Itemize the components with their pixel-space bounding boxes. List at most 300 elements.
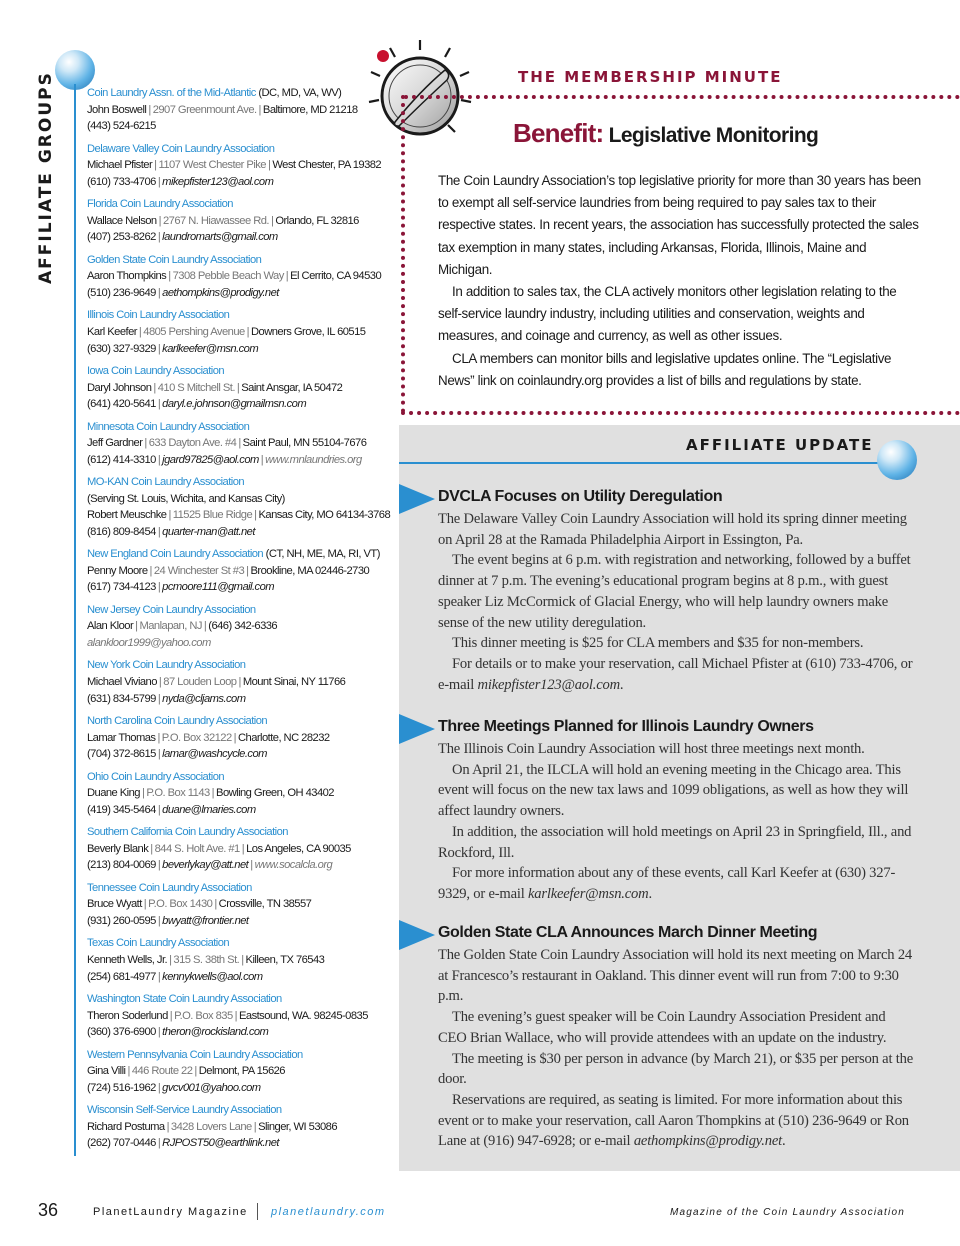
- group-line: [87, 1008, 387, 1025]
- article-body: [438, 945, 916, 1152]
- group-city: Baltimore, MD 21218: [262, 103, 358, 116]
- group-address: 3428 Lovers Lane: [170, 1120, 252, 1133]
- magazine-url[interactable]: planetlaundry.com: [271, 1206, 386, 1218]
- affiliate-groups-list: [87, 85, 391, 1158]
- group-address: Manlapan, NJ: [139, 620, 202, 633]
- separator: |: [267, 159, 271, 172]
- group-line: [87, 341, 387, 358]
- group-email[interactable]: quarter-man@att.net: [162, 525, 255, 538]
- group-address: 24 Winchester St #3: [153, 564, 245, 577]
- group-address: P.O. Box 1143: [146, 787, 210, 800]
- magazine-name: PlanetLaundry Magazine: [93, 1206, 248, 1218]
- separator: |: [127, 1065, 130, 1078]
- separator: |: [254, 509, 257, 522]
- separator: |: [157, 1137, 161, 1150]
- group-email[interactable]: karlkeefer@msn.com: [162, 342, 259, 355]
- group-city: (646) 342-6336: [208, 620, 278, 633]
- article-text: .: [648, 885, 652, 902]
- group-phone: (931) 260-0595: [87, 914, 156, 927]
- group-name[interactable]: Southern California Coin Laundry Association: [87, 826, 288, 839]
- affiliate-group: [87, 546, 387, 602]
- group-phone: (213) 804-0069: [87, 859, 156, 872]
- group-website[interactable]: www.mnlaundries.org: [265, 453, 362, 466]
- group-line: [87, 491, 387, 508]
- separator: |: [144, 437, 147, 450]
- group-name[interactable]: Western Pennsylvania Coin Laundry Association: [87, 1048, 303, 1061]
- group-line: [87, 396, 387, 413]
- group-address: 2767 N. Hiawassee Rd.: [162, 214, 269, 227]
- article-text: For more information about any of these events, call Karl Keefer at (630) 327-9329, or e-mail: [438, 865, 896, 902]
- separator: |: [157, 231, 161, 244]
- group-name[interactable]: Delaware Valley Coin Laundry Association: [87, 142, 275, 155]
- group-heading: [87, 474, 387, 491]
- group-line: [87, 913, 387, 930]
- group-city: Saint Ansgar, IA 50472: [241, 381, 343, 394]
- group-city: Mount Sinai, NY 11766: [242, 675, 346, 688]
- article-headline: DVCLA Focuses on Utility Deregulation: [438, 488, 723, 505]
- group-phone: (704) 372-8615: [87, 748, 156, 761]
- group-line: [87, 952, 387, 969]
- group-name[interactable]: Ohio Coin Laundry Association: [87, 770, 225, 783]
- group-address: 315 S. 38th St.: [173, 953, 240, 966]
- group-line: [87, 618, 387, 635]
- separator: |: [150, 842, 153, 855]
- separator: |: [168, 509, 171, 522]
- separator: |: [157, 748, 161, 761]
- group-email[interactable]: theron@rockisland.com: [162, 1026, 269, 1039]
- article-email[interactable]: karlkeefer@msn.com: [528, 885, 649, 902]
- group-phone: (407) 253-8262: [87, 231, 156, 244]
- group-heading: [87, 546, 387, 563]
- separator: |: [141, 787, 145, 800]
- affiliate-group: [87, 307, 387, 363]
- group-email[interactable]: gvcv001@yahoo.com: [162, 1081, 261, 1094]
- group-phone: (612) 414-3310: [87, 453, 156, 466]
- group-website[interactable]: www.socalcla.org: [254, 859, 333, 872]
- group-name[interactable]: North Carolina Coin Laundry Association: [87, 714, 268, 727]
- affiliate-group: [87, 419, 387, 475]
- dial-knob-icon: [365, 36, 475, 146]
- group-address: 87 Louden Loop: [163, 675, 237, 688]
- group-email[interactable]: kennykwells@aol.com: [162, 970, 263, 983]
- group-line: [87, 213, 387, 230]
- group-contact: Michael Viviano: [87, 675, 157, 688]
- group-heading: [87, 880, 387, 897]
- membership-title: [513, 118, 818, 149]
- group-address: 7308 Pebble Beach Way: [172, 270, 284, 283]
- article-text: .: [781, 1133, 786, 1150]
- group-email[interactable]: lamar@washcycle.com: [162, 748, 267, 761]
- group-heading: [87, 935, 387, 952]
- group-line: [87, 635, 387, 652]
- group-heading: [87, 657, 387, 674]
- affiliate-update-ball-icon: [877, 440, 917, 480]
- article-paragraph: In addition, the association will hold meetings on April 23 in Springfield, Ill., and Rockford, Ill.: [438, 823, 912, 861]
- separator: |: [153, 381, 156, 394]
- article-paragraph: The Delaware Valley Coin Laundry Association will hold its spring dinner meeting on April 28 at the Ramada Philadelphia Airport in Essington, Pa.: [438, 511, 907, 548]
- group-city: Crossville, TN 38557: [218, 898, 312, 911]
- affiliate-group: [87, 657, 387, 713]
- separator: |: [154, 159, 157, 172]
- separator: |: [194, 1065, 197, 1078]
- dotted-rule: [404, 95, 960, 99]
- membership-minute-header: THE MEMBERSHIP MINUTE: [518, 68, 783, 86]
- group-phone: (262) 707-0446: [87, 1137, 156, 1150]
- separator: |: [157, 692, 161, 705]
- group-phone: (630) 327-9329: [87, 342, 156, 355]
- separator: |: [236, 381, 240, 394]
- group-heading: [87, 419, 387, 436]
- group-email[interactable]: daryl.e.johnson@gmailmsn.com: [162, 398, 307, 411]
- affiliate-group: [87, 880, 387, 936]
- group-address: 844 S. Holt Ave. #1: [154, 842, 240, 855]
- article-paragraph: [438, 863, 916, 904]
- group-email[interactable]: jgard97825@aol.com: [162, 453, 259, 466]
- page-number: 36: [38, 1200, 59, 1220]
- group-email[interactable]: pcmoore111@gmail.com: [162, 581, 275, 594]
- separator: |: [157, 581, 161, 594]
- group-name[interactable]: New England Coin Laundry Association: [87, 548, 264, 561]
- separator: |: [148, 103, 151, 116]
- separator: |: [157, 1081, 161, 1094]
- group-email[interactable]: duane@lmaries.com: [162, 803, 256, 816]
- affiliate-update-header: AFFILIATE UPDATE: [686, 436, 874, 454]
- group-name[interactable]: Iowa Coin Laundry Association: [87, 364, 225, 377]
- separator: |: [168, 270, 171, 283]
- group-line: [87, 435, 387, 452]
- group-heading: [87, 769, 387, 786]
- affiliate-group: [87, 935, 387, 991]
- group-phone: (254) 681-4977: [87, 970, 156, 983]
- affiliate-group: [87, 1047, 387, 1103]
- magazine-tagline: Magazine of the Coin Laundry Association: [670, 1207, 905, 1218]
- separator: |: [157, 525, 161, 538]
- group-address: 4805 Pershing Avenue: [143, 325, 245, 338]
- separator: |: [203, 620, 207, 633]
- group-heading: [87, 1102, 387, 1119]
- group-contact: Wallace Nelson: [87, 214, 157, 227]
- group-city: Los Angeles, CA 90035: [246, 842, 351, 855]
- group-address: 2907 Greenmount Ave.: [152, 103, 257, 116]
- separator: |: [169, 953, 172, 966]
- group-line: [87, 380, 387, 397]
- group-line: [87, 785, 387, 802]
- group-states: (DC, MD, VA, WV): [255, 87, 342, 99]
- group-contact: Beverly Blank: [87, 842, 149, 855]
- article-paragraph: [438, 1090, 916, 1152]
- group-contact: Aaron Thompkins: [87, 270, 167, 283]
- article-headline: Golden State CLA Announces March Dinner Meeting: [438, 924, 818, 941]
- separator: |: [241, 842, 245, 855]
- separator: |: [157, 970, 161, 983]
- affiliate-group: [87, 474, 391, 546]
- arrow-right-icon: [399, 920, 435, 950]
- group-name[interactable]: Illinois Coin Laundry Association: [87, 309, 230, 322]
- separator: |: [246, 564, 249, 577]
- group-city: Brookline, MA 02446-2730: [250, 564, 370, 577]
- group-line: [87, 102, 387, 119]
- group-line: [87, 674, 387, 691]
- group-phone: (631) 834-5799: [87, 692, 156, 705]
- separator: |: [238, 675, 241, 688]
- affiliate-group: [87, 252, 387, 308]
- group-email[interactable]: RJPOST50@earthlink.net: [162, 1137, 279, 1150]
- group-city: Kansas City, MO 64134-3768: [258, 509, 391, 522]
- separator: |: [158, 675, 162, 688]
- group-line: [87, 841, 387, 858]
- group-heading: [87, 824, 387, 841]
- group-line: [87, 285, 387, 302]
- group-email[interactable]: alankloor1999@yahoo.com: [87, 636, 211, 649]
- group-line: [87, 268, 387, 285]
- separator: |: [166, 1120, 169, 1133]
- group-line: [87, 896, 387, 913]
- group-name[interactable]: Coin Laundry Assn. of the Mid-Atlantic: [87, 87, 256, 99]
- group-phone: (724) 516-1962: [87, 1081, 156, 1094]
- group-heading: [87, 602, 387, 619]
- group-line: [87, 857, 387, 874]
- group-served-area: (Serving St. Louis, Wichita, and Kansas City): [87, 492, 285, 505]
- group-name[interactable]: Tennessee Coin Laundry Association: [87, 881, 252, 894]
- group-phone: (510) 236-9649: [87, 286, 156, 299]
- membership-paragraph: In addition to sales tax, the CLA actively monitors other legislation relating to the self-service laundry industry, including utilities and conservation, weights and measures, and coinage and currency, as well as other issues.: [438, 284, 897, 344]
- affiliate-update-rule: [399, 462, 889, 464]
- membership-title-rest: Legislative Monitoring: [603, 124, 819, 147]
- group-email[interactable]: bwyatt@frontier.net: [162, 914, 249, 927]
- group-line: [87, 118, 387, 135]
- separator: |: [250, 859, 253, 872]
- group-name[interactable]: MO-KAN Coin Laundry Association: [87, 476, 245, 489]
- separator: |: [157, 859, 161, 872]
- article-paragraph: The Golden State Coin Laundry Association will hold its next meeting on March 24 at Francesco’s restaurant in Oakland. This dinner event will run from 7:00 to 9:30 p.m.: [438, 947, 913, 1005]
- group-line: [87, 324, 387, 341]
- group-contact: Daryl Johnson: [87, 381, 152, 394]
- group-contact: Alan Kloor: [87, 620, 134, 633]
- group-contact: Duane King: [87, 787, 140, 800]
- article-paragraph: The event begins at 6 p.m. with registration and networking, followed by a buffet dinner at 7 p.m. The evening’s educational program begins at 8 p.m., with guest speaker Liz McCormick of Glacial Energy, who will help laundry owners make sense of the new utility deregulation.: [438, 552, 911, 631]
- group-email[interactable]: aethompkins@prodigy.net: [162, 286, 279, 299]
- group-city: Slinger, WI 53086: [258, 1120, 338, 1133]
- separator: |: [135, 620, 138, 633]
- group-heading: [87, 991, 387, 1008]
- group-address: P.O. Box 835: [174, 1009, 233, 1022]
- group-address: P.O. Box 32122: [161, 731, 232, 744]
- group-line: [87, 1119, 387, 1136]
- membership-paragraph: The Coin Laundry Association’s top legislative priority for more than 30 years has been to exempt all self-service laundries from being required to pay sales tax to their respective states. In recent years, the association has successfully protected the sales tax exemption in many states, including Arkansas, Florida, Illinois, Maine and Michigan.: [438, 173, 921, 277]
- group-heading: [87, 713, 387, 730]
- group-line: [87, 969, 387, 986]
- group-name[interactable]: Texas Coin Laundry Association: [87, 937, 230, 950]
- group-line: [87, 746, 387, 763]
- group-line: [87, 579, 387, 596]
- group-heading: [87, 1047, 387, 1064]
- group-line: [87, 229, 387, 246]
- footer-divider: [257, 1203, 258, 1220]
- separator: |: [233, 731, 236, 744]
- group-line: [87, 507, 391, 524]
- separator: |: [138, 325, 142, 338]
- affiliate-group: [87, 141, 387, 197]
- separator: |: [157, 398, 161, 411]
- group-city: Orlando, FL 32816: [275, 214, 359, 227]
- article-paragraph: This dinner meeting is $25 for CLA members and $35 for non-members.: [452, 635, 864, 652]
- affiliate-group: [87, 363, 387, 419]
- separator: |: [260, 453, 264, 466]
- group-contact: Gina Villi: [87, 1065, 126, 1078]
- group-city: West Chester, PA 19382: [272, 159, 382, 172]
- group-line: [87, 1135, 387, 1152]
- separator: |: [157, 175, 161, 188]
- separator: |: [157, 286, 161, 299]
- dotted-rule: [401, 95, 405, 413]
- group-name[interactable]: New Jersey Coin Laundry Association: [87, 603, 256, 616]
- article-paragraph: On April 21, the ILCLA will hold an evening meeting in the Chicago area. This event will focus on the new tax laws and 1099 obligations, as well as how they will affect laundry owners.: [438, 761, 909, 820]
- affiliate-group: [87, 991, 387, 1047]
- group-city: Downers Grove, IL 60515: [251, 325, 366, 338]
- group-address: 633 Dayton Ave. #4: [148, 437, 237, 450]
- group-phone: (419) 345-5464: [87, 803, 156, 816]
- article-email[interactable]: mikepfister123@aol.com: [477, 676, 620, 693]
- article-text: Reservations are required, as seating is limited. For more information about this event or to make your reservation, call Aaron Thompkins at (510) 236-9649 or Ron Lane at (916) 947-6928; or e-mail: [438, 1091, 909, 1150]
- separator: |: [157, 731, 160, 744]
- dotted-rule: [401, 411, 960, 415]
- membership-paragraph: CLA members can monitor bills and legislative updates online. The “Legislative News” link on coinlaundry.org provides a list of bills and regulations by state.: [438, 350, 892, 388]
- separator: |: [143, 898, 147, 911]
- group-phone: (443) 524-6215: [87, 120, 156, 133]
- group-line: [87, 524, 387, 541]
- membership-body: [438, 170, 923, 392]
- arrow-right-icon: [399, 484, 435, 514]
- separator: |: [157, 342, 161, 355]
- sidebar-title: AFFILIATE GROUPS: [36, 71, 56, 284]
- article-headline: Three Meetings Planned for Illinois Laundry Owners: [438, 718, 814, 735]
- group-phone: (816) 809-8454: [87, 525, 156, 538]
- group-heading: [87, 307, 387, 324]
- group-line: [87, 174, 387, 191]
- affiliate-group: [87, 602, 387, 658]
- separator: |: [157, 914, 161, 927]
- group-city: Delmont, PA 15626: [198, 1065, 285, 1078]
- article-paragraph: [438, 654, 916, 695]
- group-city: Killeen, TX 76543: [245, 953, 325, 966]
- group-line: [87, 1024, 387, 1041]
- separator: |: [285, 270, 289, 283]
- group-phone: (617) 734-4123: [87, 581, 156, 594]
- article-body: [438, 509, 916, 695]
- separator: |: [258, 103, 261, 116]
- separator: |: [149, 564, 152, 577]
- group-contact: Richard Postuma: [87, 1120, 165, 1133]
- group-contact: Lamar Thomas: [87, 731, 156, 744]
- article-body: [438, 739, 916, 905]
- group-city: Eastsound, WA. 98245-0835: [238, 1009, 368, 1022]
- group-name[interactable]: Florida Coin Laundry Association: [87, 198, 233, 211]
- group-email[interactable]: nyda@cljams.com: [162, 692, 246, 705]
- affiliate-group: [87, 824, 387, 880]
- separator: |: [214, 898, 217, 911]
- sidebar-rule: [74, 84, 76, 1156]
- group-name[interactable]: Washington State Coin Laundry Association: [87, 992, 282, 1005]
- group-heading: [87, 85, 387, 102]
- group-contact: Robert Meuschke: [87, 509, 167, 522]
- group-phone: (360) 376-6900: [87, 1026, 156, 1039]
- group-name[interactable]: Golden State Coin Laundry Association: [87, 253, 262, 266]
- group-email[interactable]: mikepfister123@aol.com: [162, 175, 274, 188]
- group-contact: Karl Keefer: [87, 325, 137, 338]
- affiliate-group: [87, 713, 387, 769]
- article-email[interactable]: aethompkins@prodigy.net: [633, 1133, 782, 1150]
- group-line: [87, 730, 387, 747]
- affiliate-group: [87, 196, 387, 252]
- group-address: 11525 Blue Ridge: [172, 509, 253, 522]
- group-address: P.O. Box 1430: [148, 898, 213, 911]
- group-city: El Cerrito, CA 94530: [290, 270, 382, 283]
- separator: |: [169, 1009, 173, 1022]
- group-contact: Theron Soderlund: [87, 1009, 168, 1022]
- group-contact: Penny Moore: [87, 564, 148, 577]
- group-name[interactable]: Minnesota Coin Laundry Association: [87, 420, 250, 433]
- group-line: [87, 1080, 387, 1097]
- separator: |: [253, 1120, 257, 1133]
- separator: |: [241, 953, 244, 966]
- group-contact: Bruce Wyatt: [87, 898, 142, 911]
- arrow-right-icon: [399, 714, 435, 744]
- article-text: For details or to make your reservation, call Michael Pfister at (610) 733-4706, or e-mail: [438, 655, 913, 693]
- group-email[interactable]: laundromarts@gmail.com: [162, 231, 278, 244]
- group-city: Charlotte, NC 28232: [238, 731, 330, 744]
- group-email[interactable]: beverlykay@att.net: [162, 859, 249, 872]
- group-city: Saint Paul, MN 55104-7676: [242, 437, 367, 450]
- separator: |: [270, 214, 274, 227]
- separator: |: [157, 1026, 161, 1039]
- separator: |: [157, 453, 161, 466]
- group-line: [87, 691, 387, 708]
- group-name[interactable]: New York Coin Laundry Association: [87, 659, 246, 672]
- affiliate-group: [87, 769, 387, 825]
- group-address: 1107 West Chester Pike: [158, 159, 266, 172]
- group-city: Bowling Green, OH 43402: [216, 787, 334, 800]
- group-contact: Michael Pfister: [87, 159, 153, 172]
- group-line: [87, 452, 387, 469]
- separator: |: [157, 803, 161, 816]
- group-line: [87, 1063, 387, 1080]
- separator: |: [246, 325, 250, 338]
- group-name[interactable]: Wisconsin Self-Service Laundry Association: [87, 1104, 282, 1117]
- group-contact: Kenneth Wells, Jr.: [87, 953, 168, 966]
- group-line: [87, 563, 387, 580]
- article-paragraph: The meeting is $30 per person in advance (by March 21), or $35 per person at the door.: [438, 1050, 913, 1088]
- group-heading: [87, 141, 387, 158]
- group-address: 410 S Mitchell St.: [157, 381, 235, 394]
- group-heading: [87, 363, 387, 380]
- affiliate-group: [87, 85, 387, 141]
- group-address: 446 Route 22: [131, 1065, 193, 1078]
- article-text: .: [619, 676, 624, 693]
- affiliate-group: [87, 1102, 387, 1158]
- separator: |: [211, 787, 215, 800]
- group-heading: [87, 196, 387, 213]
- group-contact: John Boswell: [87, 103, 147, 116]
- group-phone: (610) 733-4706: [87, 175, 156, 188]
- group-states: (CT, NH, ME, MA, RI, VT): [263, 548, 380, 561]
- separator: |: [238, 437, 241, 450]
- article-paragraph: The evening’s guest speaker will be Coin Laundry Association President and CEO Brian Wallace, who will provide attendees with an update on the industry.: [438, 1009, 887, 1046]
- group-phone: (641) 420-5641: [87, 398, 156, 411]
- group-heading: [87, 252, 387, 269]
- article-paragraph: The Illinois Coin Laundry Association will host three meetings next month.: [438, 741, 865, 757]
- membership-title-lead: Benefit:: [513, 118, 604, 148]
- separator: |: [158, 214, 161, 227]
